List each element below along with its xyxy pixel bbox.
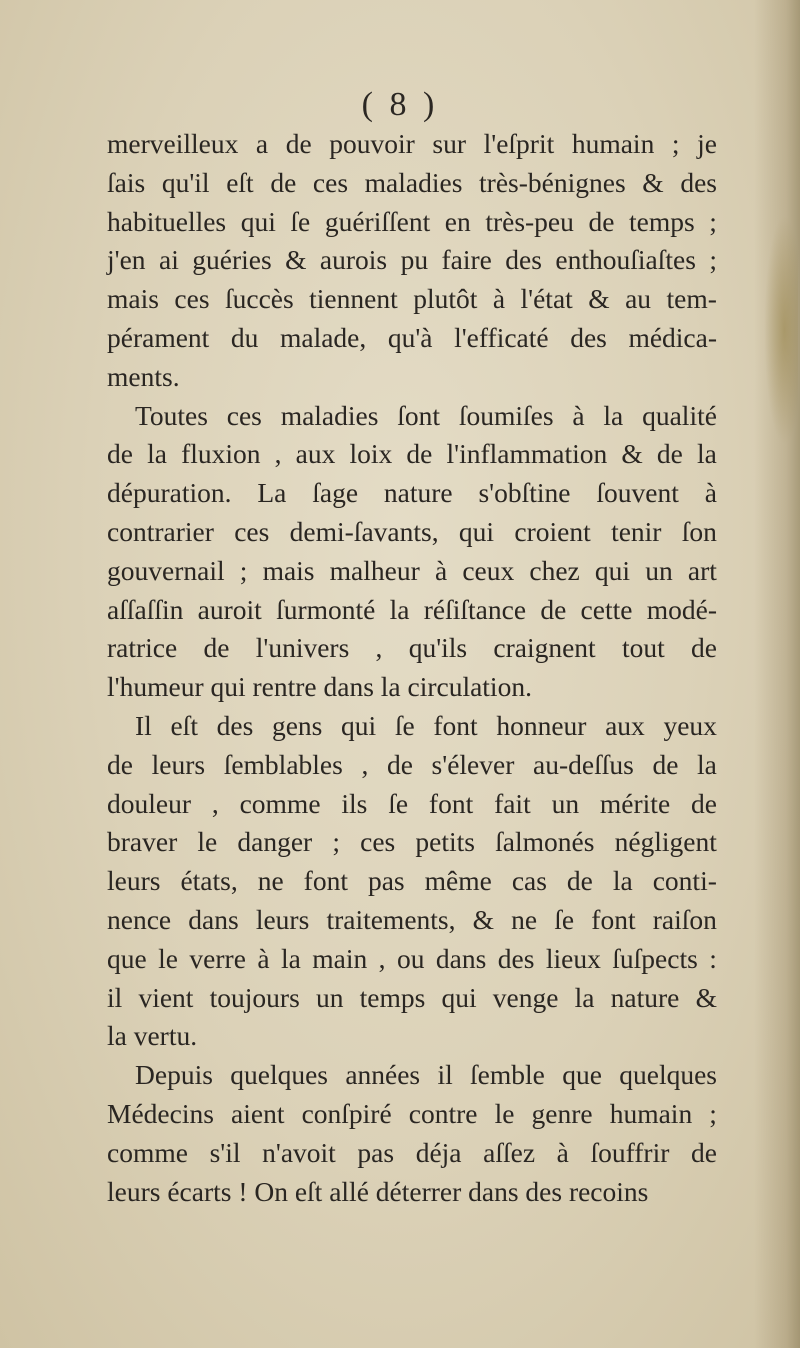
text-line: mais ces ſuccès tiennent plutôt à l'état & au tem- — [107, 283, 717, 315]
text-line: la vertu. — [107, 1020, 198, 1052]
text-line: comme s'il n'avoit pas déja aſſez à ſouffrir de — [107, 1136, 717, 1168]
text-line: leurs états, ne font pas même cas de la conti- — [107, 865, 717, 897]
body-text — [107, 125, 717, 1211]
text-line: contrarier ces demi-ſavants, qui croient tenir ſon — [107, 515, 717, 547]
text-line: douleur , comme ils ſe font fait un mérite de — [107, 787, 717, 819]
text-line: nence dans leurs traitements, & ne ſe font raiſon — [107, 903, 717, 935]
text-line: j'en ai guéries & aurois pu faire des enthouſiaſtes ; — [107, 244, 717, 276]
text-line: Toutes ces maladies ſont ſoumiſes à la qualité — [135, 399, 717, 431]
text-line: dépuration. La ſage nature s'obſtine ſouvent à — [107, 477, 717, 509]
page-number: ( 8 ) — [361, 86, 439, 123]
text-line: ratrice de l'univers , qu'ils craignent tout de — [107, 632, 717, 664]
page-edge-shadow — [754, 0, 800, 1348]
text-line: ſais qu'il eſt de ces maladies très-bénignes & des — [107, 166, 717, 198]
text-line: que le verre à la main , ou dans des lieux ſuſpects : — [107, 942, 717, 974]
text-line: il vient toujours un temps qui venge la nature & — [107, 981, 717, 1013]
text-line: aſſaſſin auroit ſurmonté la réſiſtance de cette modé- — [107, 593, 717, 625]
text-line: braver le danger ; ces petits ſalmonés négligent — [107, 826, 717, 858]
text-line: Il eſt des gens qui ſe font honneur aux yeux — [135, 709, 717, 741]
text-line: de la fluxion , aux loix de l'inflammation & de la — [107, 438, 717, 470]
text-line: pérament du malade, qu'à l'efficaté des médica- — [107, 321, 717, 353]
text-line: de leurs ſemblables , de s'élever au-deſſus de la — [107, 748, 717, 780]
page-edge-stain — [764, 215, 798, 445]
text-line: merveilleux a de pouvoir sur l'eſprit humain ; je — [107, 128, 717, 159]
text-line: ments. — [107, 360, 180, 392]
text-line: Médecins aient conſpiré contre le genre humain ; — [107, 1097, 717, 1129]
text-line: gouvernail ; mais malheur à ceux chez qui un art — [107, 554, 717, 586]
text-line: Depuis quelques années il ſemble que quelques — [135, 1059, 717, 1091]
text-line: l'humeur qui rentre dans la circulation. — [107, 671, 532, 703]
text-line: leurs écarts ! On eſt allé déterrer dans des recoins — [107, 1175, 649, 1207]
text-line: habituelles qui ſe guériſſent en très-peu de temps ; — [107, 205, 717, 237]
